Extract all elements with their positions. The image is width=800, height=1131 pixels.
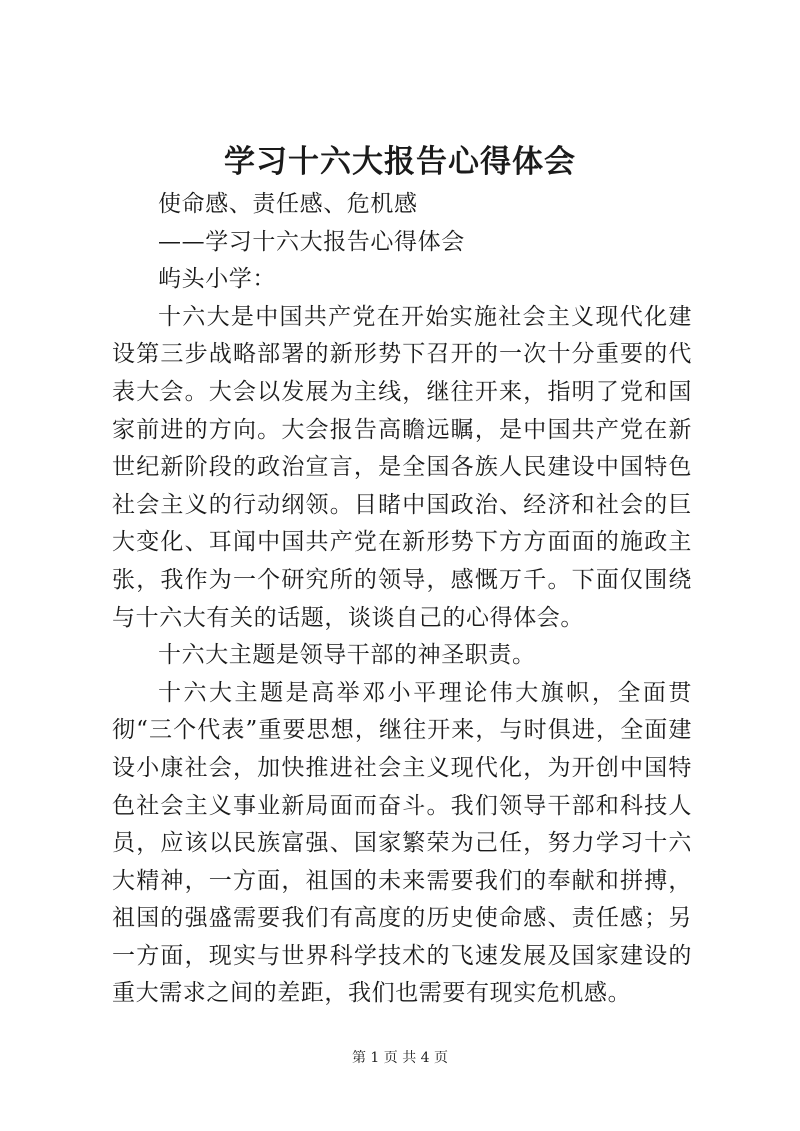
subtitle-secondary: ——学习十六大报告心得体会 (158, 228, 465, 255)
body-paragraph: 十六大是中国共产党在开始实施社会主义现代化建设第三步战略部署的新形势下召开的一次十分重要的代表大会。大会以发展为主线，继往开来，指明了党和国家前进的方向。大会报告高瞻远瞩，是中国共产党在新世纪新阶段的政治宣言，是全国各族人民建设中国特色社会主义的行动纲领。目睹中国政治、经济和社会的巨大变化、耳闻中国共产党在新形势下方方面面的施政主张，我作为一个研究所的领导，感慨万千。下面仅围绕与十六大有关的话题，谈谈自己的心得体会。 (112, 303, 692, 631)
salutation: 屿头小学： (158, 266, 276, 293)
page-indicator: 第 1 页 共 4 页 (351, 1050, 449, 1066)
document-title: 学习十六大报告心得体会 (224, 144, 576, 180)
document-body (112, 186, 692, 1013)
subtitle: 使命感、责任感、危机感 (158, 191, 418, 217)
body-paragraph: 十六大主题是高举邓小平理论伟大旗帜，全面贯彻“三个代表”重要思想，继往开来，与时俱进，全面建设小康社会，加快推进社会主义现代化，为开创中国特色社会主义事业新局面而奋斗。我们领导干部和科技人员，应该以民族富强、国家繁荣为己任，努力学习十六大精神，一方面，祖国的未来需要我们的奉献和拼搏，祖国的强盛需要我们有高度的历史使命感、责任感；另一方面，现实与世界科学技术的飞速发展及国家建设的重大需求之间的差距，我们也需要有现实危机感。 (112, 679, 692, 1007)
section-heading: 十六大主题是领导干部的神圣职责。 (158, 642, 536, 669)
